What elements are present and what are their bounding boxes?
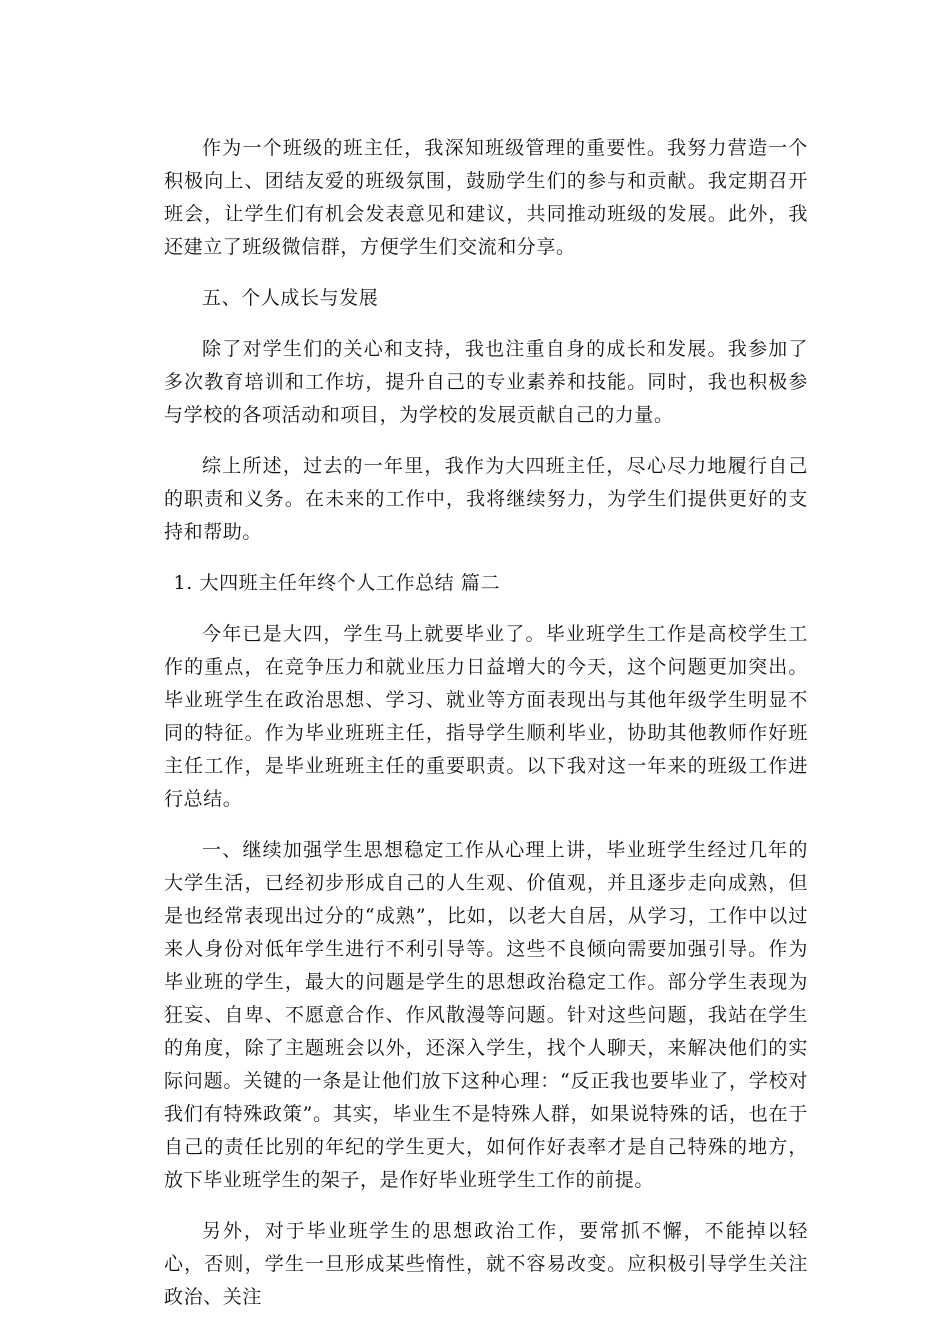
- paragraph-senior-year-intro: 今年已是大四，学生马上就要毕业了。毕业班学生工作是高校学生工作的重点，在竞争压力和就业压力日益增大的今天，这个问题更加突出。毕业班学生在政治思想、学习、就业等方面表现出与其他年级学生明显不同的特征。作为毕业班班主任，指导学生顺利毕业，协助其他教师作好班主任工作，是毕业班班主任的重要职责。以下我对这一年来的班级工作进行总结。: [164, 623, 808, 810]
- paragraph-political-work: 另外，对于毕业班学生的思想政治工作，要常抓不懈，不能掉以轻心，否则，学生一旦形成某些惰性，就不容易改变。应积极引导学生关注政治、关注: [164, 1220, 808, 1308]
- document-body: [164, 132, 808, 1332]
- paragraph-ideological-stability: 一、继续加强学生思想稳定工作从心理上讲，毕业班学生经过几年的大学生活，已经初步形成自己的人生观、价值观，并且逐步走向成熟，但是也经常表现出过分的“成熟”，比如，以老大自居，从学习，工作中以过来人身份对低年学生进行不利引导等。这些不良倾向需要加强引导。作为毕业班的学生，最大的问题是学生的思想政治稳定工作。部分学生表现为狂妄、自卑、不愿意合作、作风散漫等问题。针对这些问题，我站在学生的角度，除了主题班会以外，还深入学生，找个人聊天，来解决他们的实际问题。关键的一条是让他们放下这种心理：“反正我也要毕业了，学校对我们有特殊政策”。其实，毕业生不是特殊人群，如果说特殊的话，也在于自己的责任比别的年纪的学生更大，如何作好表率才是自己特殊的地方，放下毕业班学生的架子，是作好毕业班学生工作的前提。: [164, 839, 808, 1191]
- paragraph-class-management: 作为一个班级的班主任，我深知班级管理的重要性。我努力营造一个积极向上、团结友爱的班级氛围，鼓励学生们的参与和贡献。我定期召开班会，让学生们有机会发表意见和建议，共同推动班级的发展。此外，我还建立了班级微信群，方便学生们交流和分享。: [164, 137, 808, 258]
- section-heading-personal-growth: 五、个人成长与发展: [202, 287, 379, 309]
- paragraph-personal-growth: 除了对学生们的关心和支持，我也注重自身的成长和发展。我参加了多次教育培训和工作坊，提升自己的专业素养和技能。同时，我也积极参与学校的各项活动和项目，为学校的发展贡献自己的力量。: [164, 338, 808, 426]
- paragraph-summary: 综上所述，过去的一年里，我作为大四班主任，尽心尽力地履行自己的职责和义务。在未来的工作中，我将继续努力，为学生们提供更好的支持和帮助。: [164, 455, 808, 543]
- article-heading-part-two: 1. 大四班主任年终个人工作总结 篇二: [173, 572, 501, 594]
